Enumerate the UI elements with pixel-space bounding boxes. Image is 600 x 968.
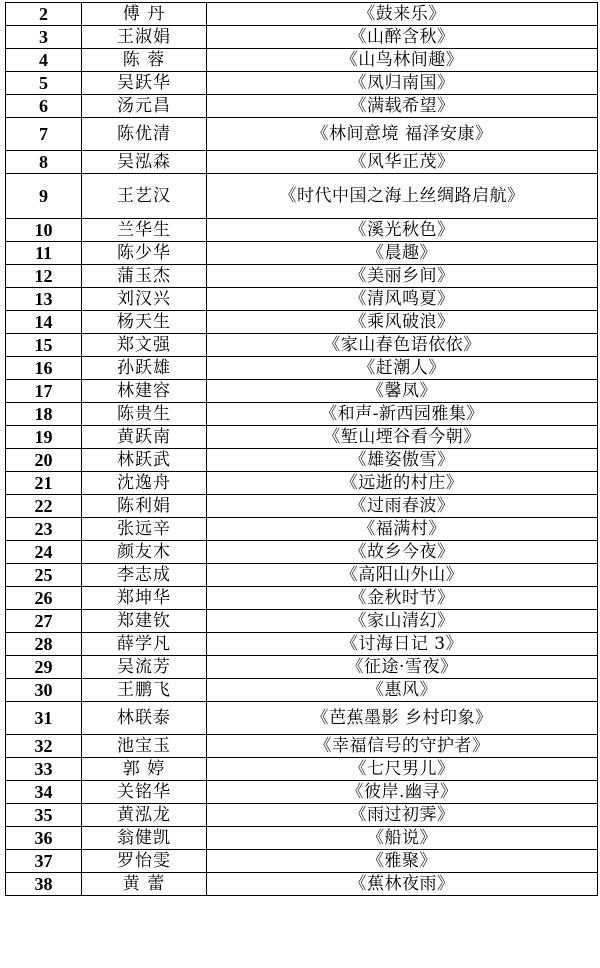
- row-number: 25: [6, 564, 82, 587]
- row-number: 9: [6, 174, 82, 219]
- author-name: 罗怡雯: [82, 850, 207, 873]
- row-number: 16: [6, 357, 82, 380]
- table-row: [6, 781, 598, 804]
- work-title: 《船说》: [207, 827, 598, 850]
- row-number: 29: [6, 656, 82, 679]
- row-number: 38: [6, 873, 82, 896]
- row-number: 12: [6, 265, 82, 288]
- table-row: [6, 334, 598, 357]
- row-number: 14: [6, 311, 82, 334]
- work-title: 《讨海日记 3》: [207, 633, 598, 656]
- author-name: 林建容: [82, 380, 207, 403]
- work-title: 《彼岸.幽寻》: [207, 781, 598, 804]
- work-title: 《时代中国之海上丝绸路启航》: [207, 174, 598, 219]
- table-row: [6, 873, 598, 896]
- table-row: [6, 426, 598, 449]
- work-title: 《凤归南国》: [207, 72, 598, 95]
- author-name: 陈 蓉: [82, 49, 207, 72]
- author-name: 刘汉兴: [82, 288, 207, 311]
- table-row: [6, 633, 598, 656]
- author-name: 翁健凯: [82, 827, 207, 850]
- author-name: 吴泓森: [82, 151, 207, 174]
- author-name: 郑文强: [82, 334, 207, 357]
- author-name: 池宝玉: [82, 735, 207, 758]
- table-row: [6, 495, 598, 518]
- author-name: 王鹏飞: [82, 679, 207, 702]
- author-name: 张远辛: [82, 518, 207, 541]
- row-number: 28: [6, 633, 82, 656]
- author-name: 吴跃华: [82, 72, 207, 95]
- work-title: 《美丽乡间》: [207, 265, 598, 288]
- row-number: 23: [6, 518, 82, 541]
- row-number: 3: [6, 26, 82, 49]
- work-title: 《赶潮人》: [207, 357, 598, 380]
- work-title: 《过雨春波》: [207, 495, 598, 518]
- table-row: [6, 118, 598, 151]
- table-row: [6, 541, 598, 564]
- work-title: 《山醉含秋》: [207, 26, 598, 49]
- work-title: 《故乡今夜》: [207, 541, 598, 564]
- table-row: [6, 472, 598, 495]
- table-row: [6, 49, 598, 72]
- work-title: 《金秋时节》: [207, 587, 598, 610]
- author-name: 陈贵生: [82, 403, 207, 426]
- row-number: 37: [6, 850, 82, 873]
- table-row: [6, 242, 598, 265]
- author-name: 兰华生: [82, 219, 207, 242]
- table-row: [6, 679, 598, 702]
- table-row: [6, 174, 598, 219]
- work-title: 《芭蕉墨影 乡村印象》: [207, 702, 598, 735]
- author-name: 郭 婷: [82, 758, 207, 781]
- author-name: 汤元昌: [82, 95, 207, 118]
- table-row: [6, 311, 598, 334]
- row-number: 5: [6, 72, 82, 95]
- table-row: [6, 3, 598, 26]
- row-number: 20: [6, 449, 82, 472]
- table-row: [6, 403, 598, 426]
- table-row: [6, 518, 598, 541]
- work-title: 《雨过初霁》: [207, 804, 598, 827]
- author-name: 傅 丹: [82, 3, 207, 26]
- work-title: 《高阳山外山》: [207, 564, 598, 587]
- work-title: 《山鸟林间趣》: [207, 49, 598, 72]
- author-name: 陈利娟: [82, 495, 207, 518]
- work-title: 《满载希望》: [207, 95, 598, 118]
- author-name: 关铭华: [82, 781, 207, 804]
- author-name: 黄 蕾: [82, 873, 207, 896]
- work-title: 《风华正茂》: [207, 151, 598, 174]
- author-name: 黄跃南: [82, 426, 207, 449]
- award-list-table: [5, 2, 598, 896]
- table-row: [6, 151, 598, 174]
- author-name: 吴流芳: [82, 656, 207, 679]
- table-row: [6, 95, 598, 118]
- row-number: 31: [6, 702, 82, 735]
- table-row: [6, 702, 598, 735]
- row-number: 27: [6, 610, 82, 633]
- row-number: 30: [6, 679, 82, 702]
- author-name: 王淑娟: [82, 26, 207, 49]
- work-title: 《乘风破浪》: [207, 311, 598, 334]
- row-number: 2: [6, 3, 82, 26]
- author-name: 陈少华: [82, 242, 207, 265]
- table-row: [6, 288, 598, 311]
- table-row: [6, 587, 598, 610]
- row-number: 33: [6, 758, 82, 781]
- author-name: 陈优清: [82, 118, 207, 151]
- table-row: [6, 758, 598, 781]
- row-number: 32: [6, 735, 82, 758]
- table-row: [6, 656, 598, 679]
- row-number: 19: [6, 426, 82, 449]
- table-row: [6, 827, 598, 850]
- row-number: 26: [6, 587, 82, 610]
- table-row: [6, 850, 598, 873]
- table-row: [6, 72, 598, 95]
- work-title: 《晨趣》: [207, 242, 598, 265]
- work-title: 《幸福信号的守护者》: [207, 735, 598, 758]
- table-row: [6, 449, 598, 472]
- table-row: [6, 26, 598, 49]
- row-number: 21: [6, 472, 82, 495]
- author-name: 孙跃雄: [82, 357, 207, 380]
- row-number: 34: [6, 781, 82, 804]
- table-row: [6, 735, 598, 758]
- author-name: 郑坤华: [82, 587, 207, 610]
- work-title: 《馨凤》: [207, 380, 598, 403]
- work-title: 《堑山堙谷看今朝》: [207, 426, 598, 449]
- work-title: 《七尺男儿》: [207, 758, 598, 781]
- row-number: 36: [6, 827, 82, 850]
- row-number: 11: [6, 242, 82, 265]
- table-row: [6, 265, 598, 288]
- work-title: 《鼓来乐》: [207, 3, 598, 26]
- work-title: 《清风鸣夏》: [207, 288, 598, 311]
- row-number: 13: [6, 288, 82, 311]
- work-title: 《雄姿傲雪》: [207, 449, 598, 472]
- table-row: [6, 610, 598, 633]
- table-row: [6, 357, 598, 380]
- author-name: 黄泓龙: [82, 804, 207, 827]
- author-name: 李志成: [82, 564, 207, 587]
- author-name: 沈逸舟: [82, 472, 207, 495]
- table-row: [6, 219, 598, 242]
- table-row: [6, 380, 598, 403]
- work-title: 《林间意境 福泽安康》: [207, 118, 598, 151]
- row-number: 10: [6, 219, 82, 242]
- author-name: 林跃武: [82, 449, 207, 472]
- row-number: 7: [6, 118, 82, 151]
- work-title: 《蕉林夜雨》: [207, 873, 598, 896]
- work-title: 《和声-新西园雅集》: [207, 403, 598, 426]
- author-name: 王艺汉: [82, 174, 207, 219]
- work-title: 《远逝的村庄》: [207, 472, 598, 495]
- row-number: 8: [6, 151, 82, 174]
- table-row: [6, 564, 598, 587]
- author-name: 杨天生: [82, 311, 207, 334]
- row-number: 6: [6, 95, 82, 118]
- row-number: 18: [6, 403, 82, 426]
- table-row: [6, 804, 598, 827]
- work-title: 《惠风》: [207, 679, 598, 702]
- work-title: 《福满村》: [207, 518, 598, 541]
- author-name: 蒲玉杰: [82, 265, 207, 288]
- author-name: 颜友木: [82, 541, 207, 564]
- author-name: 薛学凡: [82, 633, 207, 656]
- author-name: 郑建钦: [82, 610, 207, 633]
- row-number: 24: [6, 541, 82, 564]
- work-title: 《家山春色语依依》: [207, 334, 598, 357]
- work-title: 《家山清幻》: [207, 610, 598, 633]
- row-number: 15: [6, 334, 82, 357]
- row-number: 22: [6, 495, 82, 518]
- author-name: 林联泰: [82, 702, 207, 735]
- work-title: 《征途·雪夜》: [207, 656, 598, 679]
- row-number: 17: [6, 380, 82, 403]
- work-title: 《雅聚》: [207, 850, 598, 873]
- row-number: 4: [6, 49, 82, 72]
- row-number: 35: [6, 804, 82, 827]
- work-title: 《溪光秋色》: [207, 219, 598, 242]
